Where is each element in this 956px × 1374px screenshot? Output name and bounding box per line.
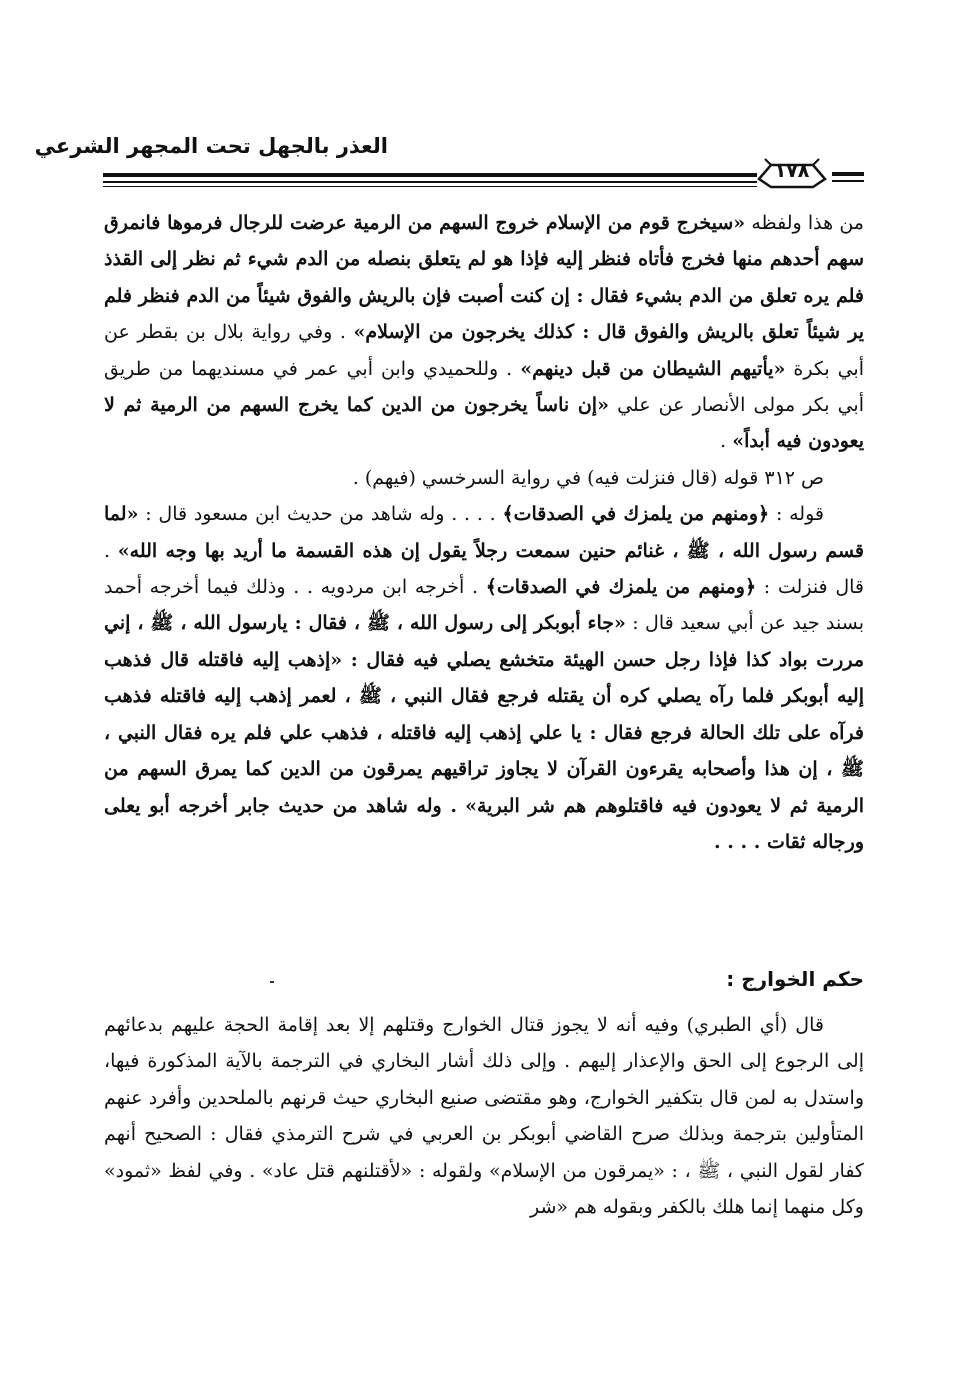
s1-end: . وفي لفظ «ثمود» وكل منهما إنما هلك بالكفر وبقوله هم «شر (104, 1159, 864, 1219)
paragraph-hadith-1 (104, 205, 864, 460)
s1-text: قال (أي الطبري) وفيه أنه لا يجوز قتال الخوارج وقتلهم إلا بعد إقامة الحجة عليهم بدعائهم إلى الرجوع إلى الحق والإعذار إليهم . وإلى ذلك أشار البخاري في الترجمة بالآية المذكورة فيها، واستدل به لمن قال بتكفير الخوارج، وهو مقتضى صنيع البخاري حيث قرنهم بالملحدين وأفرد عنهم المتأولين بترجمة وبذلك صرح القاضي أبوبكر بن العربي في شرح الترمذي فقال : الصحيح أنهم كفار لقول النبي ، ﷺ ، : (104, 1014, 864, 1182)
page-number: ١٧٨ (774, 160, 810, 182)
p3-mid: . . . . وله شاهد من حديث ابن مسعود قال : (145, 503, 496, 526)
section-heading: حكم الخوارج : (726, 967, 864, 991)
p1-end: . (720, 430, 727, 453)
p3-quote2: «جاء أبوبكر إلى رسول الله ، ﷺ ، فقال : يارسول الله ، ﷺ ، إني مررت بواد كذا فإذا رجل حسن الهيئة متخشع يصلي فيه فقال : «إذهب إليه فاقتله قال فذهب إليه أبوبكر فلما رآه يصلي كره أن يقتله فرجع فقال النبي ، ﷺ ، لعمر إذهب إليه فاقتله فذهب فرآه على تلك الحالة فرجع فقال : يا علي إذهب إليه فاقتله ، فذهب علي فلم يره فقال النبي ، ﷺ ، إن هذا وأصحابه يقرءون القرآن لا يجاوز تراقيهم يمرقون من الدين كما يمرق السهم من الرمية ثم لا يعودون فيه فاقتلوهم هم شر البرية» (104, 612, 865, 817)
p1-quote2: «يأتيهم الشيطان من قبل دينهم» (520, 357, 786, 380)
section-text (104, 1007, 864, 1225)
p3-end2: . وله شاهد من حديث جابر أخرجه أبو يعلى ورجاله ثقات . . . . (104, 794, 864, 853)
header-rule-thin (103, 181, 757, 183)
p3-quote: «لما قسم رسول الله ، ﷺ ، غنائم حنين سمعت رجلاً يقول إن هذه القسمة ما أريد بها وجه الله» (104, 503, 864, 562)
running-header-title: العذر بالجهل تحت المجهر الشرعي (34, 134, 388, 158)
paragraph-page-ref: ص ٣١٢ قوله (قال فنزلت فيه) في رواية السرخسي (فيهم) . (352, 466, 824, 489)
header-rule-hairline (103, 186, 757, 187)
s1-quote2: «لأقتلنهم قتل عاد» (261, 1159, 413, 1182)
p1-lead: من هذا ولفظه (751, 212, 864, 234)
p1-mid: . وفي رواية بلال بن بقطر عن أبي بكرة (104, 321, 864, 380)
paragraph-hadith-2 (104, 496, 864, 860)
body-text (104, 205, 864, 860)
s1-quote: «يمرقون من الإسلام» (489, 1159, 665, 1182)
p1-quote3: «إن ناساً يخرجون من الدين كما يخرج السهم من الرمية ثم لا يعودون فيه أبداً» (104, 394, 864, 453)
header-dash-thick (832, 172, 864, 176)
p1-quote: «سيخرج قوم من الإسلام خروج السهم من الرمية عرضت للرجال فرموها فانمرق سهم أحدهم منها فخرج فأتاه فنظر إليه فإذا هو لم يتعلق بنصله من الدم شيء ثم نظر إلى القذذ فلم يره تعلق من الدم بشيء فقال : إن كنت أصبت فإن بالريش والفوق شيئاً من الدم فنظر فلم ير شيئاً تعلق بالريش والفوق قال : كذلك يخرجون من الإسلام» (104, 212, 864, 344)
p3-mid2: . قال فنزلت : (104, 539, 865, 599)
stray-mark (270, 981, 274, 983)
p3-end: . أخرجه ابن مردويه . . وذلك فيما أخرجه أحمد بسند جيد عن أبي سعيد قال : (104, 576, 864, 635)
p3-lead: قوله : (775, 503, 824, 526)
header-dash-thin (832, 180, 864, 182)
section-paragraph (104, 1007, 864, 1225)
s1-mid: ولقوله : (418, 1159, 483, 1182)
p3-ayah: ﴿ومنهم من يلمزك في الصدقات﴾ (502, 503, 770, 526)
p3-ayah2: ﴿ومنهم من يلمزك في الصدقات﴾ (485, 576, 757, 599)
header-rule-thick (103, 173, 757, 177)
p1-mid2: . وللحميدي وابن أبي عمر في مسنديهما من طريق أبي بكر مولى الأنصار عن علي (104, 357, 864, 417)
